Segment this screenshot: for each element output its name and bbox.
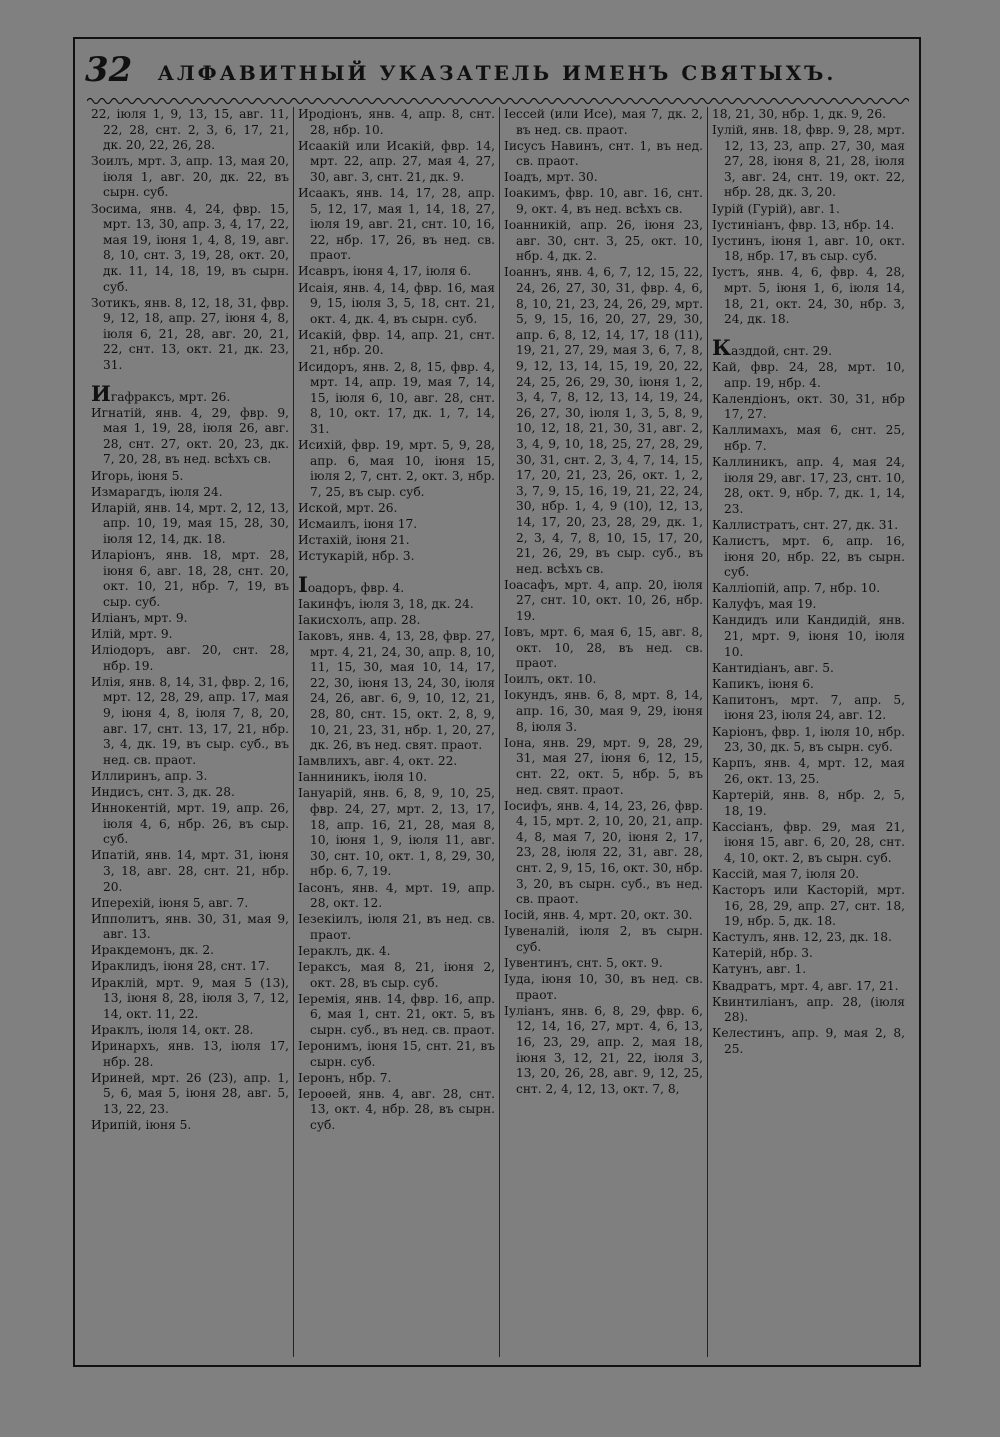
index-entry: Истахій, іюня 21. [298, 533, 410, 548]
index-entry: Іокундъ, янв. 6, 8, мрт. 8, 14, апр. 16, 30, мая 9, 29, іюня 8, іюля 3. [504, 688, 703, 734]
index-entry: Іовъ, мрт. 6, мая 6, 15, авг. 8, окт. 10, 28, въ нед. св. праот. [504, 625, 703, 671]
index-entry: Іурій (Гурій), авг. 1. [712, 201, 840, 216]
index-entry: Калистъ, мрт. 6, апр. 16, іюня 20, нбр. 22, въ сырн. суб. [712, 533, 905, 580]
index-entry: Картерій, янв. 8, нбр. 2, 5, 18, 19. [712, 787, 905, 818]
index-entry: Ирипій, іюня 5. [91, 1117, 192, 1132]
index-entry: 18, 21, 30, нбр. 1, дк. 9, 26. [712, 107, 887, 121]
decorative-wavy-rule [87, 95, 909, 107]
index-entry: Іоадоръ, фвр. 4. [298, 571, 405, 597]
index-entry: Ипатій, янв. 14, мрт. 31, іюня 3, 18, авг. 28, снт. 21, нбр. 20. [91, 848, 289, 894]
index-entry: Измарагдъ, іюля 24. [91, 484, 223, 499]
index-entry: Іоакимъ, фвр. 10, авг. 16, снт. 9, окт. 4, въ нед. всѣхъ св. [504, 186, 703, 217]
index-columns [87, 107, 909, 1357]
index-entry: Катерій, нбр. 3. [712, 946, 813, 961]
index-entry: Исидоръ, янв. 2, 8, 15, фвр. 4, мрт. 14, апр. 19, мая 7, 14, 15, іюля 6, 10, авг. 28, снт. 8, 10, окт. 17, дк. 1, 7, 14, 31. [298, 359, 495, 436]
index-entry: Иракдемонъ, дк. 2. [91, 943, 214, 958]
index-entry: Зоилъ, мрт. 3, апр. 13, мая 20, іюля 1, авг. 20, дк. 22, въ сырн. суб. [91, 154, 289, 200]
index-entry: Индисъ, снт. 3, дк. 28. [91, 784, 235, 799]
index-entry: Иларій, янв. 14, мрт. 2, 12, 13, апр. 10, 19, мая 15, 28, 30, іюля 12, 14, дк. 18. [91, 500, 289, 546]
index-entry: Карпъ, янв. 4, мрт. 12, мая 26, окт. 13, 25. [712, 756, 905, 786]
index-entry: Іисусъ Навинъ, снт. 1, въ нед. св. праот. [504, 138, 703, 169]
index-entry: Иларіонъ, янв. 18, мрт. 28, іюня 6, авг. 18, 28, снт. 20, окт. 10, 21, нбр. 7, 19, въ сыр. суб. [91, 548, 289, 609]
index-entry: Іустинъ, іюня 1, авг. 10, окт. 18, нбр. 17, въ сыр. суб. [712, 233, 905, 264]
index-entry: Катунъ, авг. 1. [712, 962, 807, 977]
index-entry: Калліопій, апр. 7, нбр. 10. [712, 581, 881, 596]
index-entry: Кассіанъ, фвр. 29, мая 21, іюня 15, авг. 6, 20, 28, снт. 4, 10, окт. 2, въ сырн. суб. [712, 819, 905, 865]
index-entry: Іераксъ, мая 8, 21, іюня 2, окт. 28, въ сыр. суб. [298, 959, 495, 990]
index-entry: Кастулъ, янв. 12, 23, дк. 18. [712, 930, 892, 945]
index-entry: Келестинъ, апр. 9, мая 2, 8, 25. [712, 1026, 905, 1056]
index-entry: Казддой, снт. 29. [712, 334, 833, 360]
index-entry: Іуліанъ, янв. 6, 8, 29, фвр. 6, 12, 14, 16, 27, мрт. 4, 6, 13, 16, 23, 29, апр. 2, мая 18, іюня 3, 12, 21, 22, іюля 3, 13, 20, 26, 28, авг. 9, 12, 25, снт. 2, 4, 12, 13, окт. 7, 8, [504, 1003, 703, 1096]
index-entry: Зотикъ, янв. 8, 12, 18, 31, фвр. 9, 12, 18, апр. 27, іюня 4, 8, іюля 6, 21, 28, авг. 20, 21, 22, снт. 13, окт. 21, дк. 23, 31. [91, 295, 289, 372]
index-entry: Іезекіилъ, іюля 21, въ нед. св. праот. [298, 912, 495, 942]
index-column-3 [499, 107, 707, 1357]
page-title: АЛФАВИТНЫЙ УКАЗАТЕЛЬ ИМЕНЪ СВЯТЫХЪ. [157, 61, 837, 85]
index-entry: 22, іюля 1, 9, 13, 15, авг. 11, 22, 28, снт. 2, 3, 6, 17, 21, дк. 20, 22, 26, 28. [91, 107, 289, 153]
index-entry: Исаія, янв. 4, 14, фвр. 16, мая 9, 15, іюля 3, 5, 18, снт. 21, окт. 4, дк. 4, въ сырн. суб. [298, 280, 495, 326]
index-entry: Каллистратъ, снт. 27, дк. 31. [712, 517, 899, 532]
index-entry: Иллиринъ, апр. 3. [91, 768, 208, 783]
index-entry: Іакисхолъ, апр. 28. [298, 612, 421, 627]
index-entry: Иперехій, іюня 5, авг. 7. [91, 895, 249, 910]
index-entry: Іаковъ, янв. 4, 13, 28, фвр. 27, мрт. 4, 21, 24, 30, апр. 8, 10, 11, 15, 30, мая 10, 14, 17, 22, 30, іюня 13, 24, 30, іюля 24, 26, авг. 6, 9, 10, 12, 21, 28, 80, снт. 15, окт. 2, 8, 9, 10, 21, 23, 31, нбр. 1, 20, 27, дк. 26, въ нед. свят. праот. [298, 629, 495, 753]
index-entry: Іоасафъ, мрт. 4, апр. 20, іюля 27, снт. 10, окт. 10, 26, нбр. 19. [504, 577, 703, 623]
index-entry: Каріонъ, фвр. 1, іюля 10, нбр. 23, 30, дк. 5, въ сырн. суб. [712, 724, 905, 755]
index-entry: Кантидіанъ, авг. 5. [712, 660, 834, 675]
index-entry: Капикъ, іюня 6. [712, 676, 814, 691]
index-entry: Исавръ, іюня 4, 17, іюля 6. [298, 264, 472, 279]
index-column-4 [707, 107, 909, 1357]
index-entry: Іона, янв. 29, мрт. 9, 28, 29, 31, мая 27, іюня 6, 12, 15, снт. 22, окт. 5, нбр. 5, въ нед. свят. праот. [504, 735, 703, 797]
index-entry: Іувентинъ, снт. 5, окт. 9. [504, 956, 663, 971]
index-entry: Иской, мрт. 26. [298, 500, 398, 515]
index-entry: Іоилъ, окт. 10. [504, 672, 597, 687]
index-entry: Іануарій, янв. 6, 8, 9, 10, 25, фвр. 24, 27, мрт. 2, 13, 17, 18, апр. 16, 21, 28, мая 8, 10, іюня 1, 9, іюля 11, авг. 30, снт. 10, окт. 1, 8, 29, 30, нбр. 6, 7, 19. [298, 786, 495, 879]
index-entry: Іамвлихъ, авг. 4, окт. 22. [298, 754, 458, 769]
index-entry: Иліанъ, мрт. 9. [91, 610, 188, 625]
index-entry: Іераклъ, дк. 4. [298, 943, 391, 958]
book-page [73, 37, 921, 1367]
index-entry: Капитонъ, мрт. 7, апр. 5, іюня 23, іюля 24, авг. 12. [712, 692, 905, 723]
index-entry: Іосій, янв. 4, мрт. 20, окт. 30. [504, 908, 693, 923]
index-column-2 [293, 107, 499, 1357]
index-entry: Игафраксъ, мрт. 26. [91, 380, 231, 406]
index-entry: Истукарій, нбр. 3. [298, 549, 415, 564]
index-entry: Калуфъ, мая 19. [712, 597, 817, 612]
index-entry: Иннокентій, мрт. 19, апр. 26, іюля 4, 6, нбр. 26, въ сыр. суб. [91, 801, 289, 847]
index-entry: Іуда, іюня 10, 30, въ нед. св. праот. [504, 972, 703, 1002]
index-entry: Іувеналій, іюля 2, въ сырн. суб. [504, 924, 703, 954]
index-entry: Іасонъ, янв. 4, мрт. 19, апр. 28, окт. 12. [298, 880, 495, 911]
index-entry: Іустиніанъ, фвр. 13, нбр. 14. [712, 217, 895, 232]
index-entry: Ипполитъ, янв. 30, 31, мая 9, авг. 13. [91, 911, 289, 942]
index-entry: Ираклидъ, іюня 28, снт. 17. [91, 959, 270, 974]
index-entry: Исаакъ, янв. 14, 17, 28, апр. 5, 12, 17, мая 1, 14, 18, 27, іюля 19, авг. 21, снт. 10, 16, 22, нбр. 17, 26, въ нед. св. праот. [298, 185, 495, 263]
index-entry: Иліодоръ, авг. 20, снт. 28, нбр. 19. [91, 643, 289, 673]
index-entry: Іеремія, янв. 14, фвр. 16, апр. 6, мая 1, снт. 21, окт. 5, въ сырн. суб., въ нед. св. праот. [298, 991, 495, 1037]
index-entry: Іакинфъ, іюля 3, 18, дк. 24. [298, 596, 474, 611]
index-entry: Іанниникъ, іюля 10. [298, 770, 428, 785]
index-entry: Іоаннъ, янв. 4, 6, 7, 12, 15, 22, 24, 26, 27, 30, 31, фвр. 4, 6, 8, 10, 21, 23, 24, 26, 29, мрт. 5, 9, 15, 16, 20, 27, 29, 30, апр. 6, 8, 12, 14, 17, 18 (11), 19, 21, 27, 29, мая 3, 6, 7, 8, 9, 12, 13, 14, 15, 19, 20, 22, 24, 25, 26, 29, 30, іюня 1, 2, 3, 4, 7, 8, 12, 13, 14, 19, 24, 26, 27, 30, іюля 1, 3, 5, 8, 9, 10, 12, 18, 21, 30, 31, авг. 2, 3, 4, 9, 10, 18, 25, 27, 28, 29, 30, 31, снт. 2, 3, 4, 7, 14, 15, 17, 20, 21, 23, 26, окт. 1, 2, 3, 7, 9, 15, 16, 19, 21, 22, 24, 30, нбр. 1, 4, 9 (10), 12, 13, 14, 17, 20, 23, 28, 29, дк. 1, 2, 3, 4, 7, 8, 10, 15, 17, 20, 21, 26, 29, въ сыр. суб., въ нед. всѣхъ св. [504, 265, 703, 576]
index-entry: Ираклъ, іюля 14, окт. 28. [91, 1022, 254, 1037]
index-entry: Календіонъ, окт. 30, 31, нбр 17, 27. [712, 391, 905, 422]
index-entry: Исмаилъ, іюня 17. [298, 516, 418, 531]
index-column-1 [87, 107, 293, 1357]
index-entry: Іоадъ, мрт. 30. [504, 170, 598, 185]
index-entry: Кай, фвр. 24, 28, мрт. 10, апр. 19, нбр. 4. [712, 359, 905, 390]
index-entry: Квадратъ, мрт. 4, авг. 17, 21. [712, 978, 899, 993]
index-entry: Іустъ, янв. 4, 6, фвр. 4, 28, мрт. 5, іюня 1, 6, іюля 14, 18, 21, окт. 24, 30, нбр. 3, 24, дк. 18. [712, 265, 905, 327]
index-entry: Іеронъ, нбр. 7. [298, 1070, 392, 1085]
index-entry: Ириней, мрт. 26 (23), апр. 1, 5, 6, мая 5, іюня 28, авг. 5, 13, 22, 23. [91, 1070, 289, 1116]
index-entry: Илія, янв. 8, 14, 31, фвр. 2, 16, мрт. 12, 28, 29, апр. 17, мая 9, іюня 4, 8, іюля 7, 8, 20, авг. 17, снт. 13, 17, 21, нбр. 3, 4, дк. 19, въ сыр. суб., въ нед. св. праот. [91, 674, 289, 767]
index-entry: Зосима, янв. 4, 24, фвр. 15, мрт. 13, 30, апр. 3, 4, 17, 22, мая 19, іюня 1, 4, 8, 19, авг. 8, 10, снт. 3, 19, 28, окт. 20, дк. 11, 14, 18, 19, въ сырн. суб. [91, 201, 289, 294]
index-entry: Каллиникъ, апр. 4, мая 24, іюля 29, авг. 17, 23, снт. 10, 28, окт. 9, нбр. 7, дк. 1, 14, 23. [712, 454, 905, 516]
index-entry: Квинтиліанъ, апр. 28, (іюля 28). [712, 994, 905, 1025]
index-entry: Каллимахъ, мая 6, снт. 25, нбр. 7. [712, 423, 905, 453]
index-entry: Іосифъ, янв. 4, 14, 23, 26, фвр. 4, 15, мрт. 2, 10, 20, 21, апр. 4, 8, мая 7, 20, іюня 2, 17, 23, 28, іюля 22, 31, авг. 28, снт. 2, 9, 15, 16, окт. 30, нбр. 3, 20, въ сырн. суб., въ нед. св. праот. [504, 798, 703, 907]
page-number: 32 [85, 50, 133, 90]
index-entry: Кассій, мая 7, іюля 20. [712, 866, 860, 881]
index-entry: Касторъ или Касторій, мрт. 16, 28, 29, апр. 27, снт. 18, 19, нбр. 5, дк. 18. [712, 883, 905, 929]
index-entry: Игорь, іюня 5. [91, 468, 184, 483]
index-entry: Игнатій, янв. 4, 29, фвр. 9, мая 1, 19, 28, іюля 26, авг. 28, снт. 27, окт. 20, 23, дк. 7, 20, 28, въ нед. всѣхъ св. [91, 405, 289, 467]
index-entry: Исаакій или Исакій, фвр. 14, мрт. 22, апр. 27, мая 4, 27, 30, авг. 3, снт. 21, дк. 9. [298, 138, 495, 184]
index-entry: Илій, мрт. 9. [91, 627, 173, 641]
index-entry: Иродіонъ, янв. 4, апр. 8, снт. 28, нбр. 10. [298, 107, 495, 137]
index-entry: Исихій, фвр. 19, мрт. 5, 9, 28, апр. 6, мая 10, іюня 15, іюля 2, 7, снт. 2, окт. 3, нбр. 7, 25, въ сыр. суб. [298, 437, 495, 499]
index-entry: Иринархъ, янв. 13, іюля 17, нбр. 28. [91, 1038, 289, 1069]
index-entry: Іессей (или Исе), мая 7, дк. 2, въ нед. св. праот. [504, 107, 703, 137]
index-entry: Кандидъ или Кандидій, янв. 21, мрт. 9, іюня 10, іюля 10. [712, 613, 905, 659]
index-entry: Исакій, фвр. 14, апр. 21, снт. 21, нбр. 20. [298, 327, 495, 358]
index-entry: Іоанникій, апр. 26, іюня 23, авг. 30, снт. 3, 25, окт. 10, нбр. 4, дк. 2. [504, 218, 703, 264]
index-entry: Іероѳей, янв. 4, авг. 28, снт. 13, окт. 4, нбр. 28, въ сырн. суб. [298, 1086, 495, 1132]
index-entry: Ираклій, мрт. 9, мая 5 (13), 13, іюня 8, 28, іюля 3, 7, 12, 14, окт. 11, 22. [91, 975, 289, 1021]
index-entry: Іеронимъ, іюня 15, снт. 21, въ сырн. суб. [298, 1038, 495, 1069]
index-entry: Іулій, янв. 18, фвр. 9, 28, мрт. 12, 13, 23, апр. 27, 30, мая 27, 28, іюня 8, 21, 28, іюля 3, авг. 24, снт. 19, окт. 22, нбр. 28, дк. 3, 20. [712, 123, 905, 200]
